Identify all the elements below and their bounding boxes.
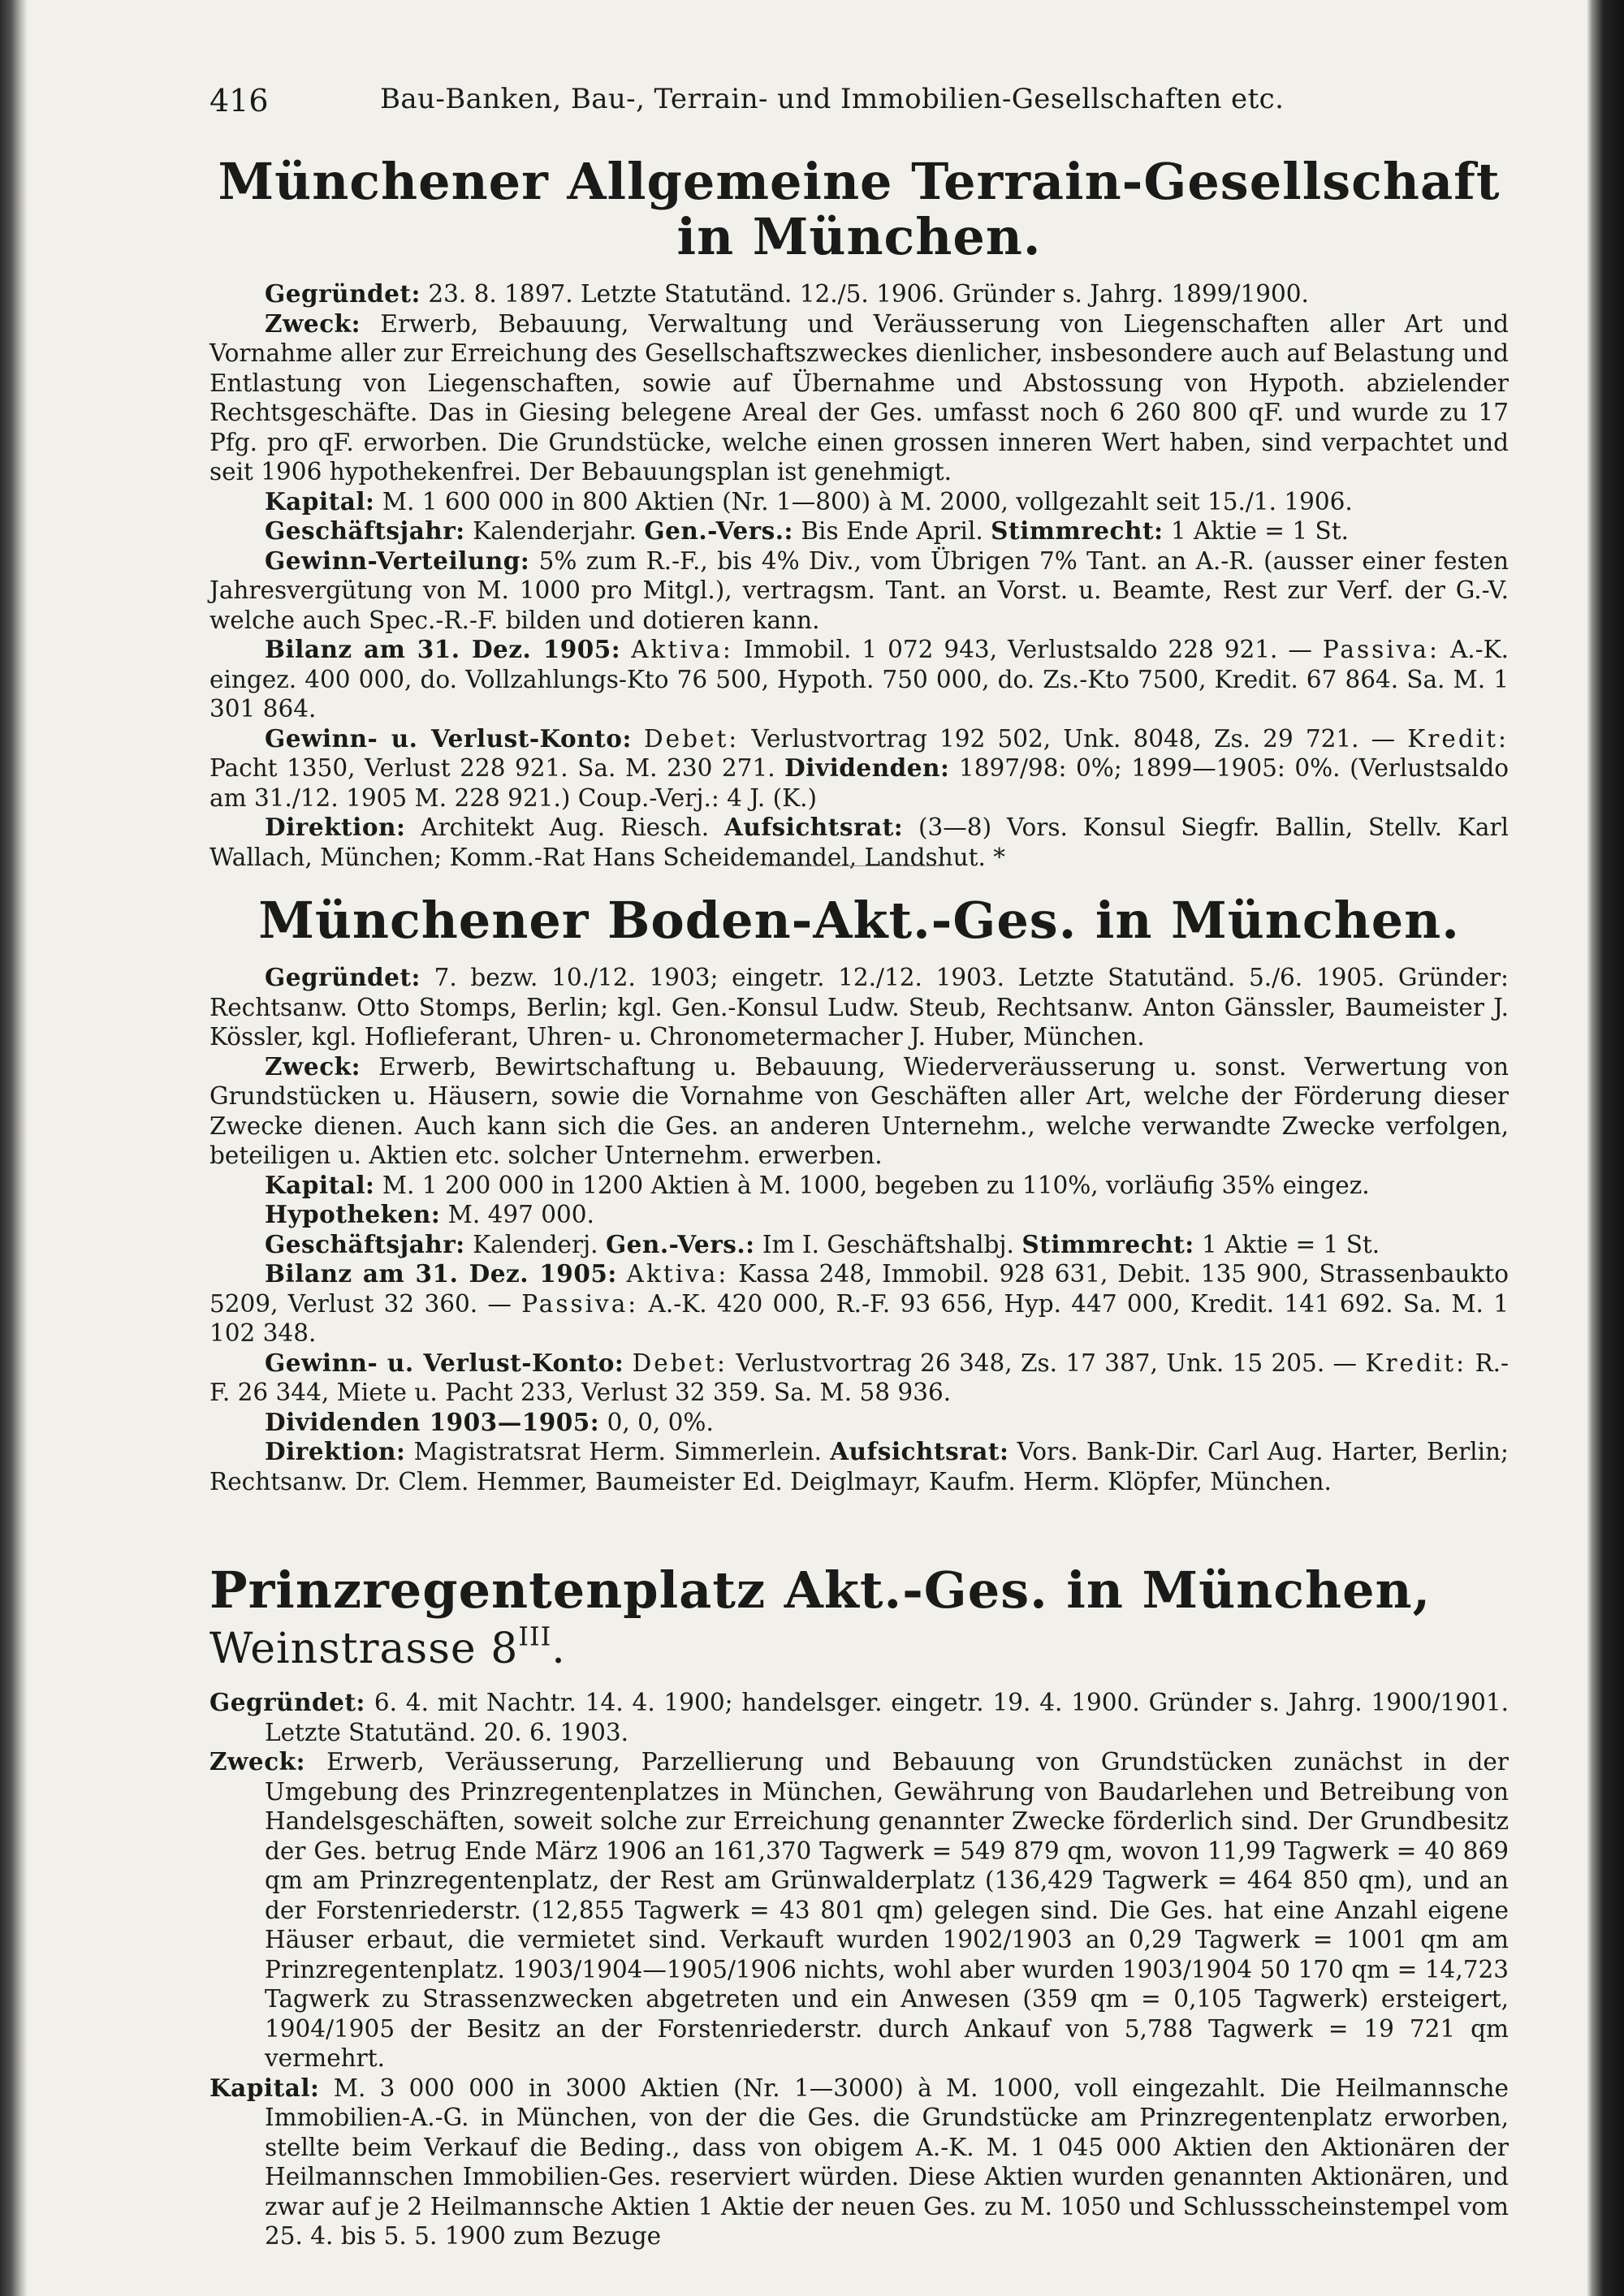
zweck-paragraph (209, 309, 1509, 487)
passiva-text: A.-K. 420 000, R.-F. 93 656, Hyp. 447 000, Kredit. 141 692. Sa. M. 1 102 348. (209, 1289, 1509, 1348)
section-boden-akt-ges (209, 893, 1509, 1496)
geschaeftsjahr-text: Kalenderjahr. (473, 517, 637, 546)
aufsichtsrat-text: (3—8) Vors. Konsul Siegfr. Ballin, Stellv. Karl Wallach, München; Komm.-Rat Hans Scheidemandel, Landshut. * (209, 814, 1509, 871)
direktion-paragraph (209, 813, 1509, 872)
zweck-label: Zweck: (265, 309, 361, 338)
section-prinzregentenplatz (209, 1560, 1509, 2251)
direktion-paragraph (209, 1437, 1509, 1496)
aktiva-word: Aktiva: (626, 1260, 729, 1288)
scan-left-edge (0, 0, 28, 2296)
passiva-word: Passiva: (1322, 636, 1440, 664)
direktion-text: Architekt Aug. Riesch. (421, 814, 710, 842)
gegruendet-label: Gegründet: (265, 963, 421, 992)
zweck-text: Erwerb, Bewirtschaftung u. Bebauung, Wiederveräusserung u. sonst. Verwertung von Grundstücken u. Häusern, sowie die Vornahme von Geschäften aller Art, welche der Förderung dieser Zwecke dienen. Auch kann sich die Ges. an anderen Unternehm., welche verwandte Zwecke verfolgen, beteiligen u. Aktien etc. solcher Unternehm. erwerben. (209, 1052, 1509, 1170)
zweck-text: Erwerb, Veräusserung, Parzellierung und Bebauung von Grundstücken zunächst in der Umgebung des Prinzregentenplatzes in München, Gewährung von Baudarlehen und Betreibung von Handelsgeschäften, soweit solche zur Erreichung genannter Zwecke förderlich sind. Der Grundbesitz der Ges. betrug Ende März 1906 an 161,370 Tagwerk = 549 879 qm, wovon 11,99 Tagwerk = 40 869 qm am Prinzregentenplatz, der Rest am Grünwalderplatz (136,429 Tagwerk = 464 850 qm), und an der Forstenriederstr. (12,855 Tagwerk = 43 801 qm) gelegen sind. Die Ges. hat eine Anzahl eigene Häuser erbaut, die vermietet sind. Verkauft wurden 1902/1903 an 0,29 Tagwerk = 1001 qm am Prinzregentenplatz. 1903/1904—1905/1906 nichts, wohl aber wurden 1903/1904 50 170 qm = 14,723 Tagwerk zu Strassenzwecken abgetreten und ein Anwesen (359 qm = 0,105 Tagwerk) ersteigert, 1904/1905 der Besitz an der Forstenriederstr. durch Ankauf von 5,788 Tagwerk = 19 721 qm vermehrt. (265, 1748, 1509, 2073)
kredit-word: Kredit: (1407, 724, 1509, 753)
direktion-text: Magistratsrat Herm. Simmerlein. (413, 1438, 822, 1466)
section-allgemeine-terrain (209, 154, 1509, 872)
dividenden-text: 0, 0, 0%. (607, 1408, 714, 1436)
zweck-paragraph (209, 1052, 1509, 1171)
genvers-text: Bis Ende April. (801, 517, 983, 546)
kapital-text: M. 1 200 000 in 1200 Aktien à M. 1000, begeben zu 110%, vorläufig 35% eingez. (382, 1171, 1370, 1199)
guv-paragraph (209, 724, 1509, 814)
gegruendet-paragraph (209, 279, 1509, 309)
section-title: Münchener Boden-Akt.-Ges. in München. (258, 891, 1460, 950)
section-title-name: Prinzregentenplatz Akt.-Ges. in München, (209, 1560, 1432, 1620)
dividenden-label: Dividenden: (784, 753, 950, 783)
section-title-address: Weinstrasse 8 (209, 1625, 519, 1674)
kredit-text: R.-F. 26 344, Miete u. Pacht 233, Verlust 32 359. Sa. M. 58 936. (209, 1349, 1509, 1407)
kapital-label: Kapital: (265, 486, 375, 516)
genvers-label: Gen.-Vers.: (644, 516, 793, 546)
gegruendet-paragraph (209, 1688, 1509, 1747)
kredit-text: Pacht 1350, Verlust 228 921. Sa. M. 230 271. (209, 754, 775, 783)
section-divider (766, 865, 944, 866)
aktiva-text: Kassa 248, Immobil. 928 631, Debit. 135 900, Strassenbaukto 5209, Verlust 32 360. — (209, 1260, 1509, 1318)
stimmrecht-text: 1 Aktie = 1 St. (1202, 1230, 1380, 1258)
zweck-label: Zweck: (209, 1747, 305, 1776)
gegruendet-paragraph (209, 963, 1509, 1052)
section-title-address-floor: III (518, 1621, 552, 1652)
dividenden-text: 1897/98: 0%; 1899—1905: 0%. (Verlustsaldo am 31./12. 1905 M. 228 921.) Coup.-Verj.: 4 J. (K.) (209, 754, 1509, 812)
zweck-paragraph (209, 1747, 1509, 2074)
section-title-address-end: . (551, 1625, 566, 1674)
gewinnverteilung-paragraph (209, 546, 1509, 636)
guv-label: Gewinn- u. Verlust-Konto: (265, 1348, 624, 1377)
aktiva-word: Aktiva: (631, 636, 733, 664)
debet-text: Verlustvortrag 192 502, Unk. 8048, Zs. 29 721. — (751, 724, 1396, 753)
kapital-paragraph (209, 2074, 1509, 2251)
stimmrecht-label: Stimmrecht: (991, 516, 1164, 546)
debet-text: Verlustvortrag 26 348, Zs. 17 387, Unk. 15 205. — (736, 1349, 1358, 1377)
geschaeftsjahr-label: Geschäftsjahr: (265, 516, 465, 546)
bilanz-paragraph (209, 1259, 1509, 1349)
gegruendet-label: Gegründet: (209, 1688, 365, 1717)
genvers-label: Gen.-Vers.: (605, 1229, 755, 1258)
direktion-label: Direktion: (265, 813, 406, 842)
stimmrecht-text: 1 Aktie = 1 St. (1170, 517, 1349, 546)
running-title: Bau-Banken, Bau-, Terrain- und Immobilien-Gesellschaften etc. (380, 83, 1285, 115)
scan-right-edge (1587, 0, 1624, 2296)
running-head (209, 83, 1509, 123)
gegruendet-text: 7. bezw. 10./12. 1903; eingetr. 12./12. 1903. Letzte Statutänd. 5./6. 1905. Gründer: Rechtsanw. Otto Stomps, Berlin; kgl. Gen.-Konsul Ludw. Steub, Rechtsanw. Anton Gänssler, Baumeister J. Kössler, kgl. Hoflieferant, Uhren- u. Chronometermacher J. Huber, München. (209, 964, 1509, 1051)
kapital-text: M. 3 000 000 in 3000 Aktien (Nr. 1—3000) à M. 1000, voll eingezahlt. Die Heilmannsche Immobilien-A.-G. in München, von der die Ges. die Grundstücke am Prinzregentenplatz erworben, stellte beim Verkauf die Beding., dass von obigem A.-K. M. 1 045 000 Aktien den Aktionären der Heilmannschen Immobilien-Ges. reserviert würden. Diese Aktien wurden genannten Aktionären, und zwar auf je 2 Heilmannsche Aktien 1 Aktie der neuen Ges. zu M. 1050 und Schlussscheinstempel vom 25. 4. bis 5. 5. 1900 zum Bezuge (265, 2074, 1509, 2251)
hypotheken-text: M. 497 000. (447, 1201, 594, 1229)
kapital-text: M. 1 600 000 in 800 Aktien (Nr. 1—800) à M. 2000, vollgezahlt seit 15./1. 1906. (382, 487, 1353, 516)
aufsichtsrat-label: Aufsichtsrat: (830, 1437, 1009, 1466)
hypotheken-label: Hypotheken: (265, 1200, 441, 1229)
gegruendet-text: 23. 8. 1897. Letzte Statutänd. 12./5. 1906. Gründer s. Jahrg. 1899/1900. (428, 280, 1309, 309)
geschaeftsjahr-paragraph (209, 516, 1509, 546)
section-title: Münchener Allgemeine Terrain-Gesellschaft in München. (218, 152, 1501, 267)
aufsichtsrat-text: Vors. Bank-Dir. Carl Aug. Harter, Berlin; Rechtsanw. Dr. Clem. Hemmer, Baumeister Ed. Deiglmayr, Kaufm. Herm. Klöpfer, München. (209, 1438, 1509, 1495)
zweck-label: Zweck: (265, 1051, 361, 1081)
dividenden-paragraph (209, 1408, 1509, 1438)
kapital-label: Kapital: (209, 2073, 320, 2102)
stimmrecht-label: Stimmrecht: (1021, 1229, 1194, 1258)
kapital-paragraph (209, 487, 1509, 517)
kapital-paragraph (209, 1171, 1509, 1201)
hypotheken-paragraph (209, 1200, 1509, 1230)
bilanz-paragraph (209, 635, 1509, 724)
aktiva-text: Immobil. 1 072 943, Verlustsaldo 228 921. — (743, 636, 1312, 664)
section-title (209, 1560, 1509, 1674)
geschaeftsjahr-paragraph (209, 1230, 1509, 1260)
passiva-word: Passiva: (521, 1289, 639, 1318)
page-number: 416 (209, 83, 269, 119)
gewinnverteilung-text: 5% zum R.-F., bis 4% Div., vom Übrigen 7% Tant. an A.-R. (ausser einer festen Jahresvergütung von M. 1000 pro Mitgl.), vertragsm. Tant. an Vorst. u. Beamte, Rest zur Verf. der G.-V. welche auch Spec.-R.-F. bilden und dotieren kann. (209, 546, 1509, 634)
gewinnverteilung-label: Gewinn-Verteilung: (265, 546, 530, 575)
gegruendet-label: Gegründet: (265, 279, 421, 309)
aufsichtsrat-label: Aufsichtsrat: (723, 813, 904, 842)
gegruendet-text: 6. 4. mit Nachtr. 14. 4. 1900; handelsger. eingetr. 19. 4. 1900. Gründer s. Jahrg. 1900/1901. Letzte Statutänd. 20. 6. 1903. (265, 1689, 1509, 1746)
guv-label: Gewinn- u. Verlust-Konto: (265, 723, 632, 753)
kredit-word: Kredit: (1365, 1349, 1467, 1377)
bilanz-label: Bilanz am 31. Dez. 1905: (265, 635, 621, 664)
debet-word: Debet: (644, 724, 740, 753)
geschaeftsjahr-text: Kalenderj. (473, 1230, 598, 1258)
geschaeftsjahr-label: Geschäftsjahr: (265, 1229, 465, 1258)
guv-paragraph (209, 1349, 1509, 1408)
kapital-label: Kapital: (265, 1170, 375, 1199)
debet-word: Debet: (632, 1349, 728, 1377)
passiva-text: A.-K. eingez. 400 000, do. Vollzahlungs-Kto 76 500, Hypoth. 750 000, do. Zs.-Kto 7500, Kredit. 67 864. Sa. M. 1 301 864. (209, 636, 1510, 723)
dividenden-label: Dividenden 1903—1905: (265, 1407, 600, 1436)
direktion-label: Direktion: (265, 1437, 406, 1466)
genvers-text: Im I. Geschäftshalbj. (762, 1230, 1014, 1258)
zweck-text: Erwerb, Bebauung, Verwaltung und Veräusserung von Liegenschaften aller Art und Vornahme aller zur Erreichung des Gesellschaftszweckes dienlicher, insbesondere auch auf Belastung und Entlastung von Liegenschaften, sowie auf Übernahme und Abstossung von Hypoth. abzielender Rechtsgeschäfte. Das in Giesing belegene Areal der Ges. umfasst noch 6 260 800 qF. und wurde zu 17 Pfg. pro qF. erworben. Die Grundstücke, welche einen grossen inneren Wert haben, sind verpachtet und seit 1906 hypothekenfrei. Der Bebauungsplan ist genehmigt. (209, 309, 1509, 486)
bilanz-label: Bilanz am 31. Dez. 1905: (265, 1259, 617, 1288)
